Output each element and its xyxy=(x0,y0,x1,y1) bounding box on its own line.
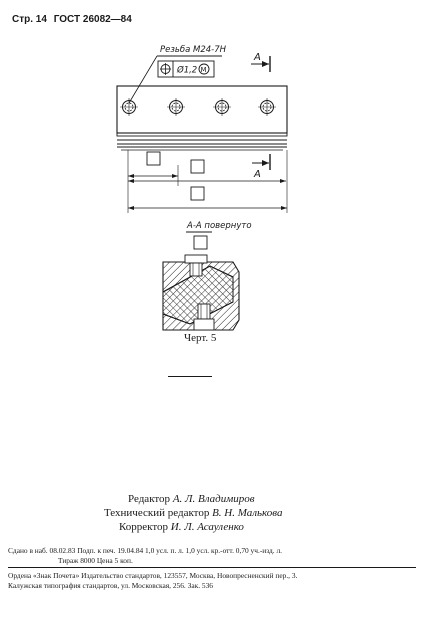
imprint-line: Сдано в наб. 08.02.83 Подп. к печ. 19.04.84 1,0 усл. п. л. 1,0 усл. кр.-отт. 0,70 уч.-изд. л. xyxy=(8,546,283,555)
plate-view xyxy=(117,86,287,150)
tolerance-frame xyxy=(158,61,214,77)
imprint-rule xyxy=(8,567,416,568)
tolerance-value: Ø1,2 xyxy=(177,65,198,76)
figure-caption: Черт. 5 xyxy=(184,332,217,344)
separator-rule xyxy=(168,376,212,377)
credit-editor: Редактор А. Л. Владимиров xyxy=(128,493,255,505)
threaded-hole-icon xyxy=(167,98,185,116)
section-title: А-А повернуто xyxy=(187,221,252,231)
section-marker-bottom: А xyxy=(254,169,261,180)
imprint-block xyxy=(8,546,282,566)
credit-proofreader: Корректор И. Л. Асауленко xyxy=(119,521,244,533)
section-view xyxy=(163,236,239,330)
publisher-block xyxy=(8,571,297,591)
standard-number: ГОСТ 26082—84 xyxy=(53,14,132,25)
imprint-line: Ордена «Знак Почета» Издательство стандартов, 123557, Москва, Новопресненский пер., 3. xyxy=(8,571,298,580)
tolerance-modifier: М xyxy=(200,66,207,74)
section-marker-top: А xyxy=(254,52,261,63)
page-number: Стр. 14 xyxy=(12,14,47,25)
leader-line xyxy=(129,56,157,103)
thread-label: Резьба М24-7Н xyxy=(160,45,227,55)
threaded-holes xyxy=(120,98,276,116)
imprint-line: Тираж 8000 Цена 5 коп. xyxy=(58,556,133,565)
threaded-hole-icon xyxy=(258,98,276,116)
imprint-line: Калужская типография стандартов, ул. Московская, 256. Зак. 536 xyxy=(8,581,213,590)
threaded-hole-icon xyxy=(213,98,231,116)
dimension-marks xyxy=(128,150,287,213)
threaded-hole-icon xyxy=(120,98,138,116)
credit-tech-editor: Технический редактор В. Н. Малькова xyxy=(104,507,283,519)
